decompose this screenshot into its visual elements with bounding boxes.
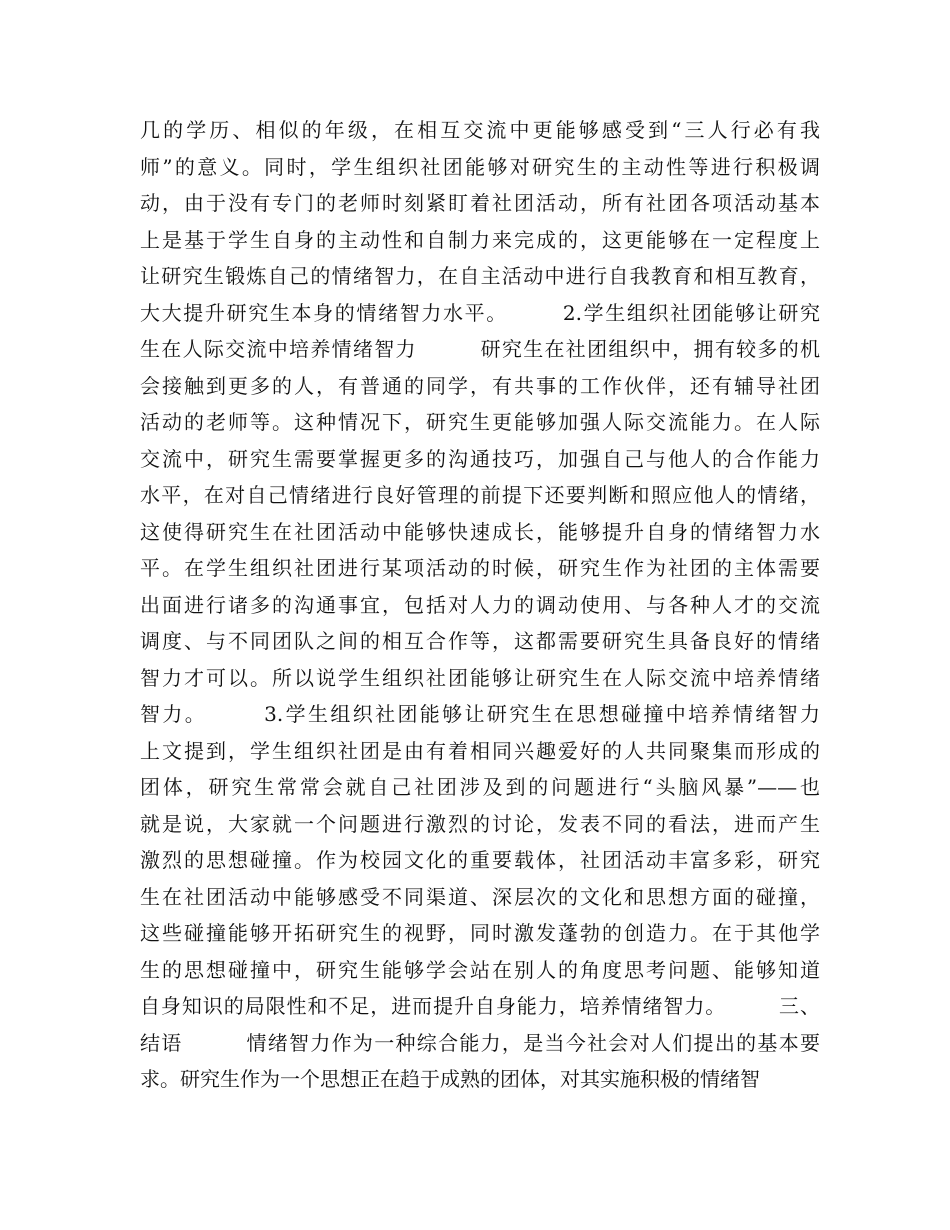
text-line-6: 大大提升研究生本身的情绪智力水平。 2.学生组织社团能够让研究 [140,300,820,325]
text-line-11: 水平，在对自己情绪进行良好管理的前提下还要判断和照应他人的情绪， [140,483,820,507]
text-line-16: 智力才可以。所以说学生组织社团能够让研究生在人际交流中培养情绪 [140,665,820,690]
text-line-23: 这些碰撞能够开拓研究生的视野，同时激发蓬勃的创造力。在于其他学 [140,921,820,945]
text-line-18: 上文提到，学生组织社团是由有着相同兴趣爱好的人共同聚集而形成的 [140,738,820,763]
text-line-4: 上是基于学生自身的主动性和自制力来完成的，这更能够在一定程度上 [140,227,820,252]
text-line-13: 平。在学生组织社团进行某项活动的时候，研究生作为社团的主体需要 [140,556,820,580]
text-line-3: 动，由于没有专门的老师时刻紧盯着社团活动，所有社团各项活动基本 [140,191,820,215]
body-text [140,112,820,1098]
text-line-17: 智力。 3.学生组织社团能够让研究生在思想碰撞中培养情绪智力 [140,702,820,726]
text-line-25: 自身知识的局限性和不足，进而提升自身能力，培养情绪智力。 三、 [140,994,820,1018]
text-line-15: 调度、与不同团队之间的相互合作等，这都需要研究生具备良好的情绪 [140,629,820,653]
text-line-9: 活动的老师等。这种情况下，研究生更能够加强人际交流能力。在人际 [140,410,820,434]
text-line-2: 师”的意义。同时，学生组织社团能够对研究生的主动性等进行积极调 [140,154,820,179]
text-line-5: 让研究生锻炼自己的情绪智力，在自主活动中进行自我教育和相互教育， [140,264,820,288]
text-line-10: 交流中，研究生需要掌握更多的沟通技巧，加强自己与他人的合作能力 [140,446,820,471]
text-line-1: 几的学历、相似的年级，在相互交流中更能够感受到“三人行必有我 [140,118,820,142]
text-line-22: 生在社团活动中能够感受不同渠道、深层次的文化和思想方面的碰撞， [140,884,820,909]
text-line-7: 生在人际交流中培养情绪智力 研究生在社团组织中，拥有较多的机 [140,337,820,361]
text-line-20: 就是说，大家就一个问题进行激烈的讨论，发表不同的看法，进而产生 [140,811,820,836]
text-line-21: 激烈的思想碰撞。作为校园文化的重要载体，社团活动丰富多彩，研究 [140,848,820,872]
text-line-19: 团体，研究生常常会就自己社团涉及到的问题进行“头脑风暴”——也 [140,775,820,799]
text-line-27: 求。研究生作为一个思想正在趋于成熟的团体，对其实施积极的情绪智 [140,1067,760,1091]
text-line-24: 生的思想碰撞中，研究生能够学会站在别人的角度思考问题、能够知道 [140,957,820,982]
text-line-12: 这使得研究生在社团活动中能够快速成长，能够提升自身的情绪智力水 [140,519,820,544]
text-line-8: 会接触到更多的人，有普通的同学，有共事的工作伙伴，还有辅导社团 [140,373,820,398]
text-line-14: 出面进行诸多的沟通事宜，包括对人力的调动使用、与各种人才的交流 [140,592,820,617]
text-line-26: 结语 情绪智力作为一种综合能力，是当今社会对人们提出的基本要 [140,1030,820,1055]
